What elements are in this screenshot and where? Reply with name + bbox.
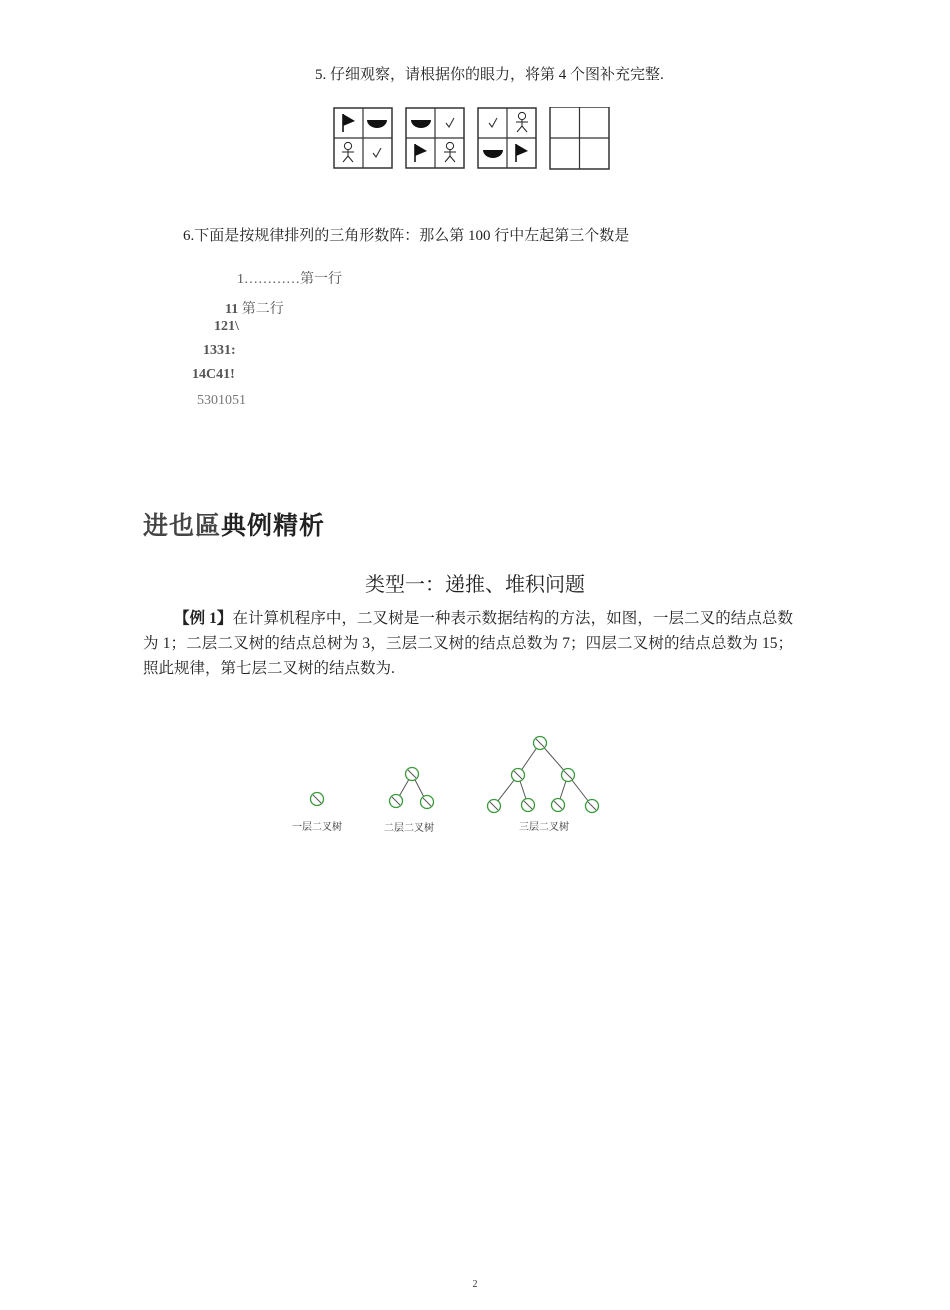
binary-tree-diagram bbox=[280, 728, 620, 843]
stick-figure-icon bbox=[444, 142, 456, 162]
tree-node bbox=[552, 799, 565, 812]
pattern-grid-4-empty[interactable] bbox=[550, 107, 609, 169]
question-5: 5. 仔细观察，请根据你的眼力，将第 4 个图补充完整. bbox=[315, 67, 664, 83]
tree-node bbox=[421, 796, 434, 809]
tree-node bbox=[586, 800, 599, 813]
tree-node bbox=[311, 793, 324, 806]
pattern-grid-1 bbox=[334, 108, 392, 168]
question-6: 6.下面是按规律排列的三角形数阵：那么第 100 行中左起第三个数是 bbox=[183, 228, 630, 244]
stick-figure-icon bbox=[342, 142, 354, 162]
section-title bbox=[143, 506, 325, 542]
tree-node bbox=[488, 800, 501, 813]
flag-icon bbox=[415, 144, 427, 162]
triangle-row-2-number: 11 bbox=[225, 302, 239, 317]
triangle-row-1: 1…………第一行 bbox=[237, 272, 342, 287]
bowl-icon bbox=[483, 150, 503, 158]
tree-node bbox=[512, 769, 525, 782]
tree-node bbox=[534, 737, 547, 750]
example-1-paragraph bbox=[143, 606, 793, 681]
tree-level-2 bbox=[390, 768, 434, 809]
triangle-row-5: 14C41! bbox=[192, 367, 235, 382]
triangle-row-2-label: 第二行 bbox=[238, 302, 284, 317]
checkmark-icon bbox=[373, 148, 381, 157]
example-1-label: 【例 1】 bbox=[174, 610, 233, 627]
tree-label-1: 一层二叉树 bbox=[292, 822, 342, 833]
tree-label-3: 三层二叉树 bbox=[519, 822, 569, 833]
tree-level-3 bbox=[488, 737, 599, 813]
section-title-prefix: 进也區 bbox=[143, 511, 222, 540]
triangle-row-3: 121\ bbox=[214, 319, 239, 334]
triangle-row-6: 5301051 bbox=[197, 393, 246, 408]
checkmark-icon bbox=[446, 118, 454, 127]
section-title-main: 典例精析 bbox=[221, 511, 326, 540]
page-number: 2 bbox=[472, 1279, 478, 1290]
stick-figure-icon bbox=[516, 112, 528, 132]
pattern-grid-row bbox=[333, 107, 613, 171]
tree-node bbox=[406, 768, 419, 781]
tree-node bbox=[522, 799, 535, 812]
bowl-icon bbox=[411, 120, 431, 128]
tree-level-1 bbox=[311, 793, 324, 806]
pattern-grid-2 bbox=[406, 108, 464, 168]
tree-node bbox=[562, 769, 575, 782]
flag-icon bbox=[343, 114, 355, 132]
flag-icon bbox=[516, 144, 528, 162]
triangle-row-2 bbox=[225, 298, 284, 318]
type-heading: 类型一：递推、堆积问题 bbox=[365, 572, 585, 596]
tree-label-2: 二层二叉树 bbox=[384, 823, 434, 834]
bowl-icon bbox=[367, 120, 387, 128]
tree-node bbox=[390, 795, 403, 808]
example-1-text: 在计算机程序中，二叉树是一种表示数据结构的方法，如图，一层二叉的结点总数为 1；二层二叉树的结点总树为 3，三层二叉树的结点总数为 7；四层二叉树的结点总数为 15；照此规律，第七层二叉树的结点数为. bbox=[143, 610, 793, 677]
triangle-row-4: 1331: bbox=[203, 343, 236, 358]
checkmark-icon bbox=[489, 118, 497, 127]
pattern-grid-3 bbox=[478, 108, 536, 168]
